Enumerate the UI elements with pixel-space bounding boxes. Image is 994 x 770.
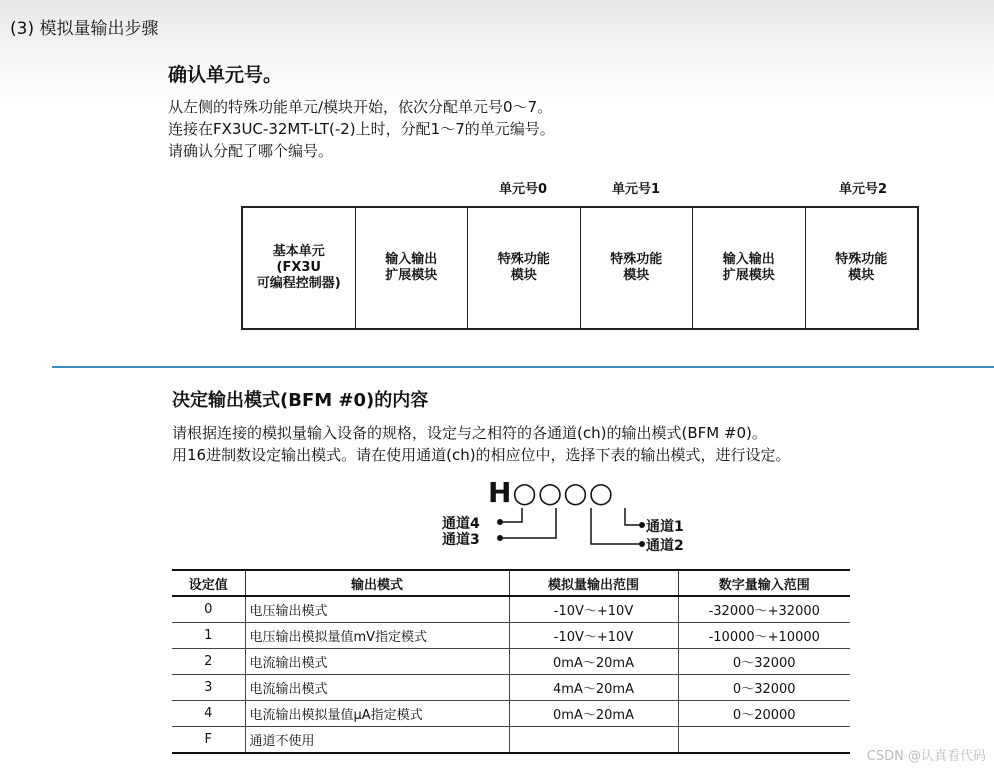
channel-1-label: 通道1 [646, 519, 684, 535]
cell-mode: 电流输出模式 [245, 649, 509, 675]
hex-code: H○○○○ [488, 476, 615, 509]
table-row [172, 623, 850, 649]
cell-analog: -10V～+10V [509, 596, 678, 623]
col-setting: 设定值 [172, 570, 245, 596]
cell-setting: 2 [172, 649, 245, 675]
cell-analog: 0mA～20mA [509, 649, 678, 675]
unit-label-1: 单元号1 [611, 182, 661, 197]
cell-analog: 0mA～20mA [509, 701, 678, 727]
cell-digital: 0～20000 [678, 701, 850, 727]
unit-line-1: 从左侧的特殊功能单元/模块开始，依次分配单元号0～7。 [168, 98, 553, 116]
cell-setting: 3 [172, 675, 245, 701]
cell-setting: F [172, 727, 245, 754]
unit-diagram [241, 206, 919, 330]
cell-digital: 0～32000 [678, 675, 850, 701]
cell-mode: 电压输出模式 [245, 596, 509, 623]
mode-description [172, 422, 791, 466]
cell-mode: 通道不使用 [245, 727, 509, 754]
unit-cell-base: 基本单元 (FX3U 可编程控制器) [243, 208, 356, 328]
unit-cell-special-1: 特殊功能 模块 [581, 208, 694, 328]
cell-analog: 4mA～20mA [509, 675, 678, 701]
cell-analog: -10V～+10V [509, 623, 678, 649]
mode-heading: 决定输出模式(BFM #0)的内容 [172, 390, 429, 411]
unit-cell-io-1: 输入输出 扩展模块 [356, 208, 469, 328]
unit-line-3: 请确认分配了哪个编号。 [168, 142, 334, 160]
cell-setting: 4 [172, 701, 245, 727]
section-title: (3) 模拟量输出步骤 [10, 19, 159, 39]
cell-mode: 电压输出模拟量值mV指定模式 [245, 623, 509, 649]
table-header-row [172, 570, 850, 596]
col-analog-range: 模拟量输出范围 [509, 570, 678, 596]
cell-digital: -10000～+10000 [678, 623, 850, 649]
mode-line-2: 用16进制数设定输出模式。请在使用通道(ch)的相应位中，选择下表的输出模式，进行设定。 [172, 446, 791, 464]
cell-setting: 0 [172, 596, 245, 623]
channel-4-label: 通道4 [442, 516, 480, 532]
cell-analog [509, 727, 678, 754]
col-digital-range: 数字量输入范围 [678, 570, 850, 596]
watermark: CSDN @认真看代码 [866, 749, 986, 764]
table-row [172, 649, 850, 675]
cell-digital: 0～32000 [678, 649, 850, 675]
unit-line-2: 连接在FX3UC-32MT-LT(-2)上时，分配1～7的单元编号。 [168, 120, 555, 138]
cell-setting: 1 [172, 623, 245, 649]
col-mode: 输出模式 [245, 570, 509, 596]
section-divider [52, 366, 994, 368]
cell-mode: 电流输出模式 [245, 675, 509, 701]
table-row [172, 675, 850, 701]
channel-3-label: 通道3 [442, 532, 480, 548]
table-row [172, 727, 850, 754]
unit-label-0: 单元号0 [498, 182, 548, 197]
table-row [172, 701, 850, 727]
cell-digital [678, 727, 850, 754]
mode-line-1: 请根据连接的模拟量输入设备的规格，设定与之相符的各通道(ch)的输出模式(BFM #0)。 [172, 424, 767, 442]
unit-label-2: 单元号2 [838, 182, 888, 197]
channel-2-label: 通道2 [646, 538, 684, 554]
unit-description [168, 96, 555, 162]
unit-heading: 确认单元号。 [168, 64, 283, 86]
unit-cell-special-2: 特殊功能 模块 [835, 252, 888, 283]
table-row [172, 596, 850, 623]
cell-digital: -32000～+32000 [678, 596, 850, 623]
output-mode-table [172, 569, 850, 754]
cell-mode: 电流输出模拟量值μA指定模式 [245, 701, 509, 727]
unit-cell-io-2: 输入输出 扩展模块 [693, 208, 806, 328]
unit-cell-special-0: 特殊功能 模块 [468, 208, 581, 328]
